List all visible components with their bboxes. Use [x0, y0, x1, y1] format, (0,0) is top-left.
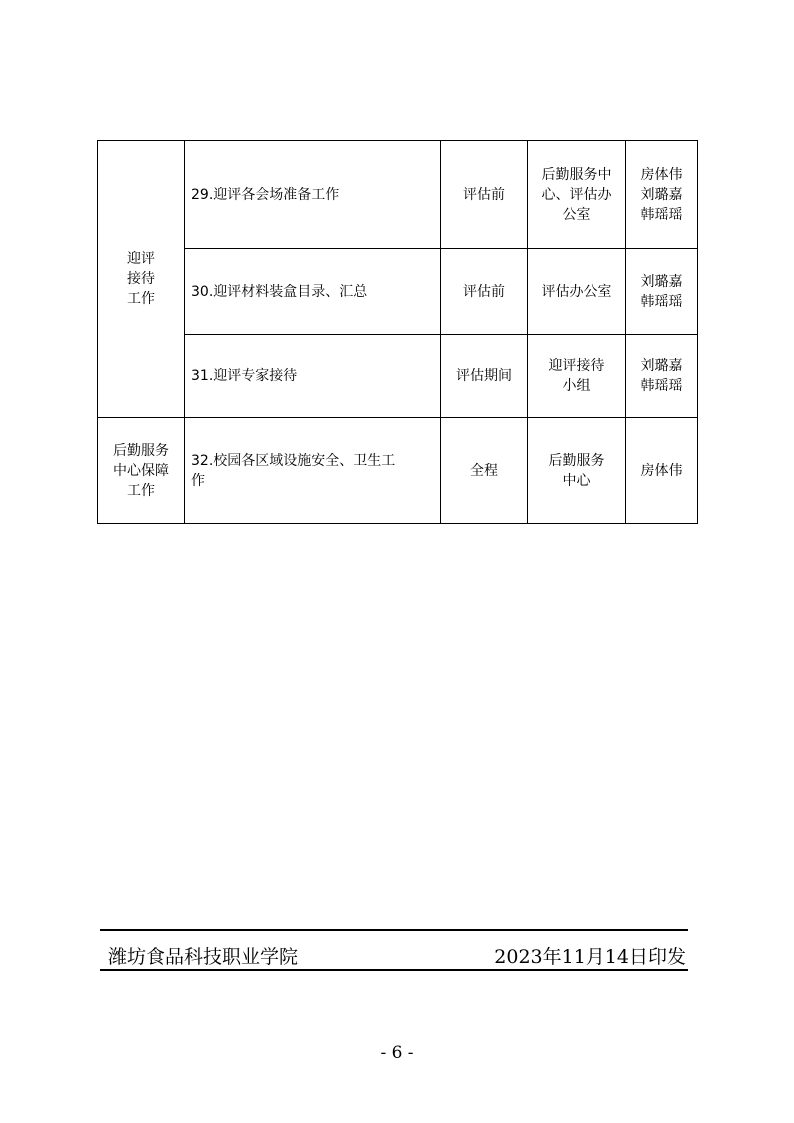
person-cell: 房体伟: [626, 418, 698, 524]
issue-date: 2023年11月14日印发: [494, 946, 686, 968]
person-cell: 刘璐嘉 韩瑶瑶: [626, 335, 698, 418]
dept-cell: 后勤服务 中心: [528, 418, 626, 524]
footer-rule-bottom: [100, 969, 688, 971]
dept-cell: 评估办公室: [528, 249, 626, 335]
item-cell: 31.迎评专家接待: [185, 335, 441, 418]
page-number: - 6 -: [380, 1043, 414, 1063]
issuing-organization: 潍坊食品科技职业学院: [108, 946, 299, 968]
table-row: [98, 249, 698, 335]
table-row: [98, 335, 698, 418]
task-table: [97, 140, 698, 524]
dept-cell: 迎评接待 小组: [528, 335, 626, 418]
item-cell: 30.迎评材料装盒目录、汇总: [185, 249, 441, 335]
time-cell: 评估期间: [441, 335, 528, 418]
table-row: [98, 141, 698, 249]
table-row: [98, 418, 698, 524]
time-cell: 评估前: [441, 141, 528, 249]
item-cell: 32.校园各区域设施安全、卫生工 作: [185, 418, 441, 524]
time-cell: 全程: [441, 418, 528, 524]
group-cell: 后勤服务 中心保障 工作: [98, 418, 185, 524]
person-cell: 房体伟 刘璐嘉 韩瑶瑶: [626, 141, 698, 249]
group-cell: 迎评 接待 工作: [98, 141, 185, 418]
item-cell: 29.迎评各会场准备工作: [185, 141, 441, 249]
person-cell: 刘璐嘉 韩瑶瑶: [626, 249, 698, 335]
time-cell: 评估前: [441, 249, 528, 335]
dept-cell: 后勤服务中 心、评估办 公室: [528, 141, 626, 249]
footer-rule-top: [100, 929, 688, 931]
